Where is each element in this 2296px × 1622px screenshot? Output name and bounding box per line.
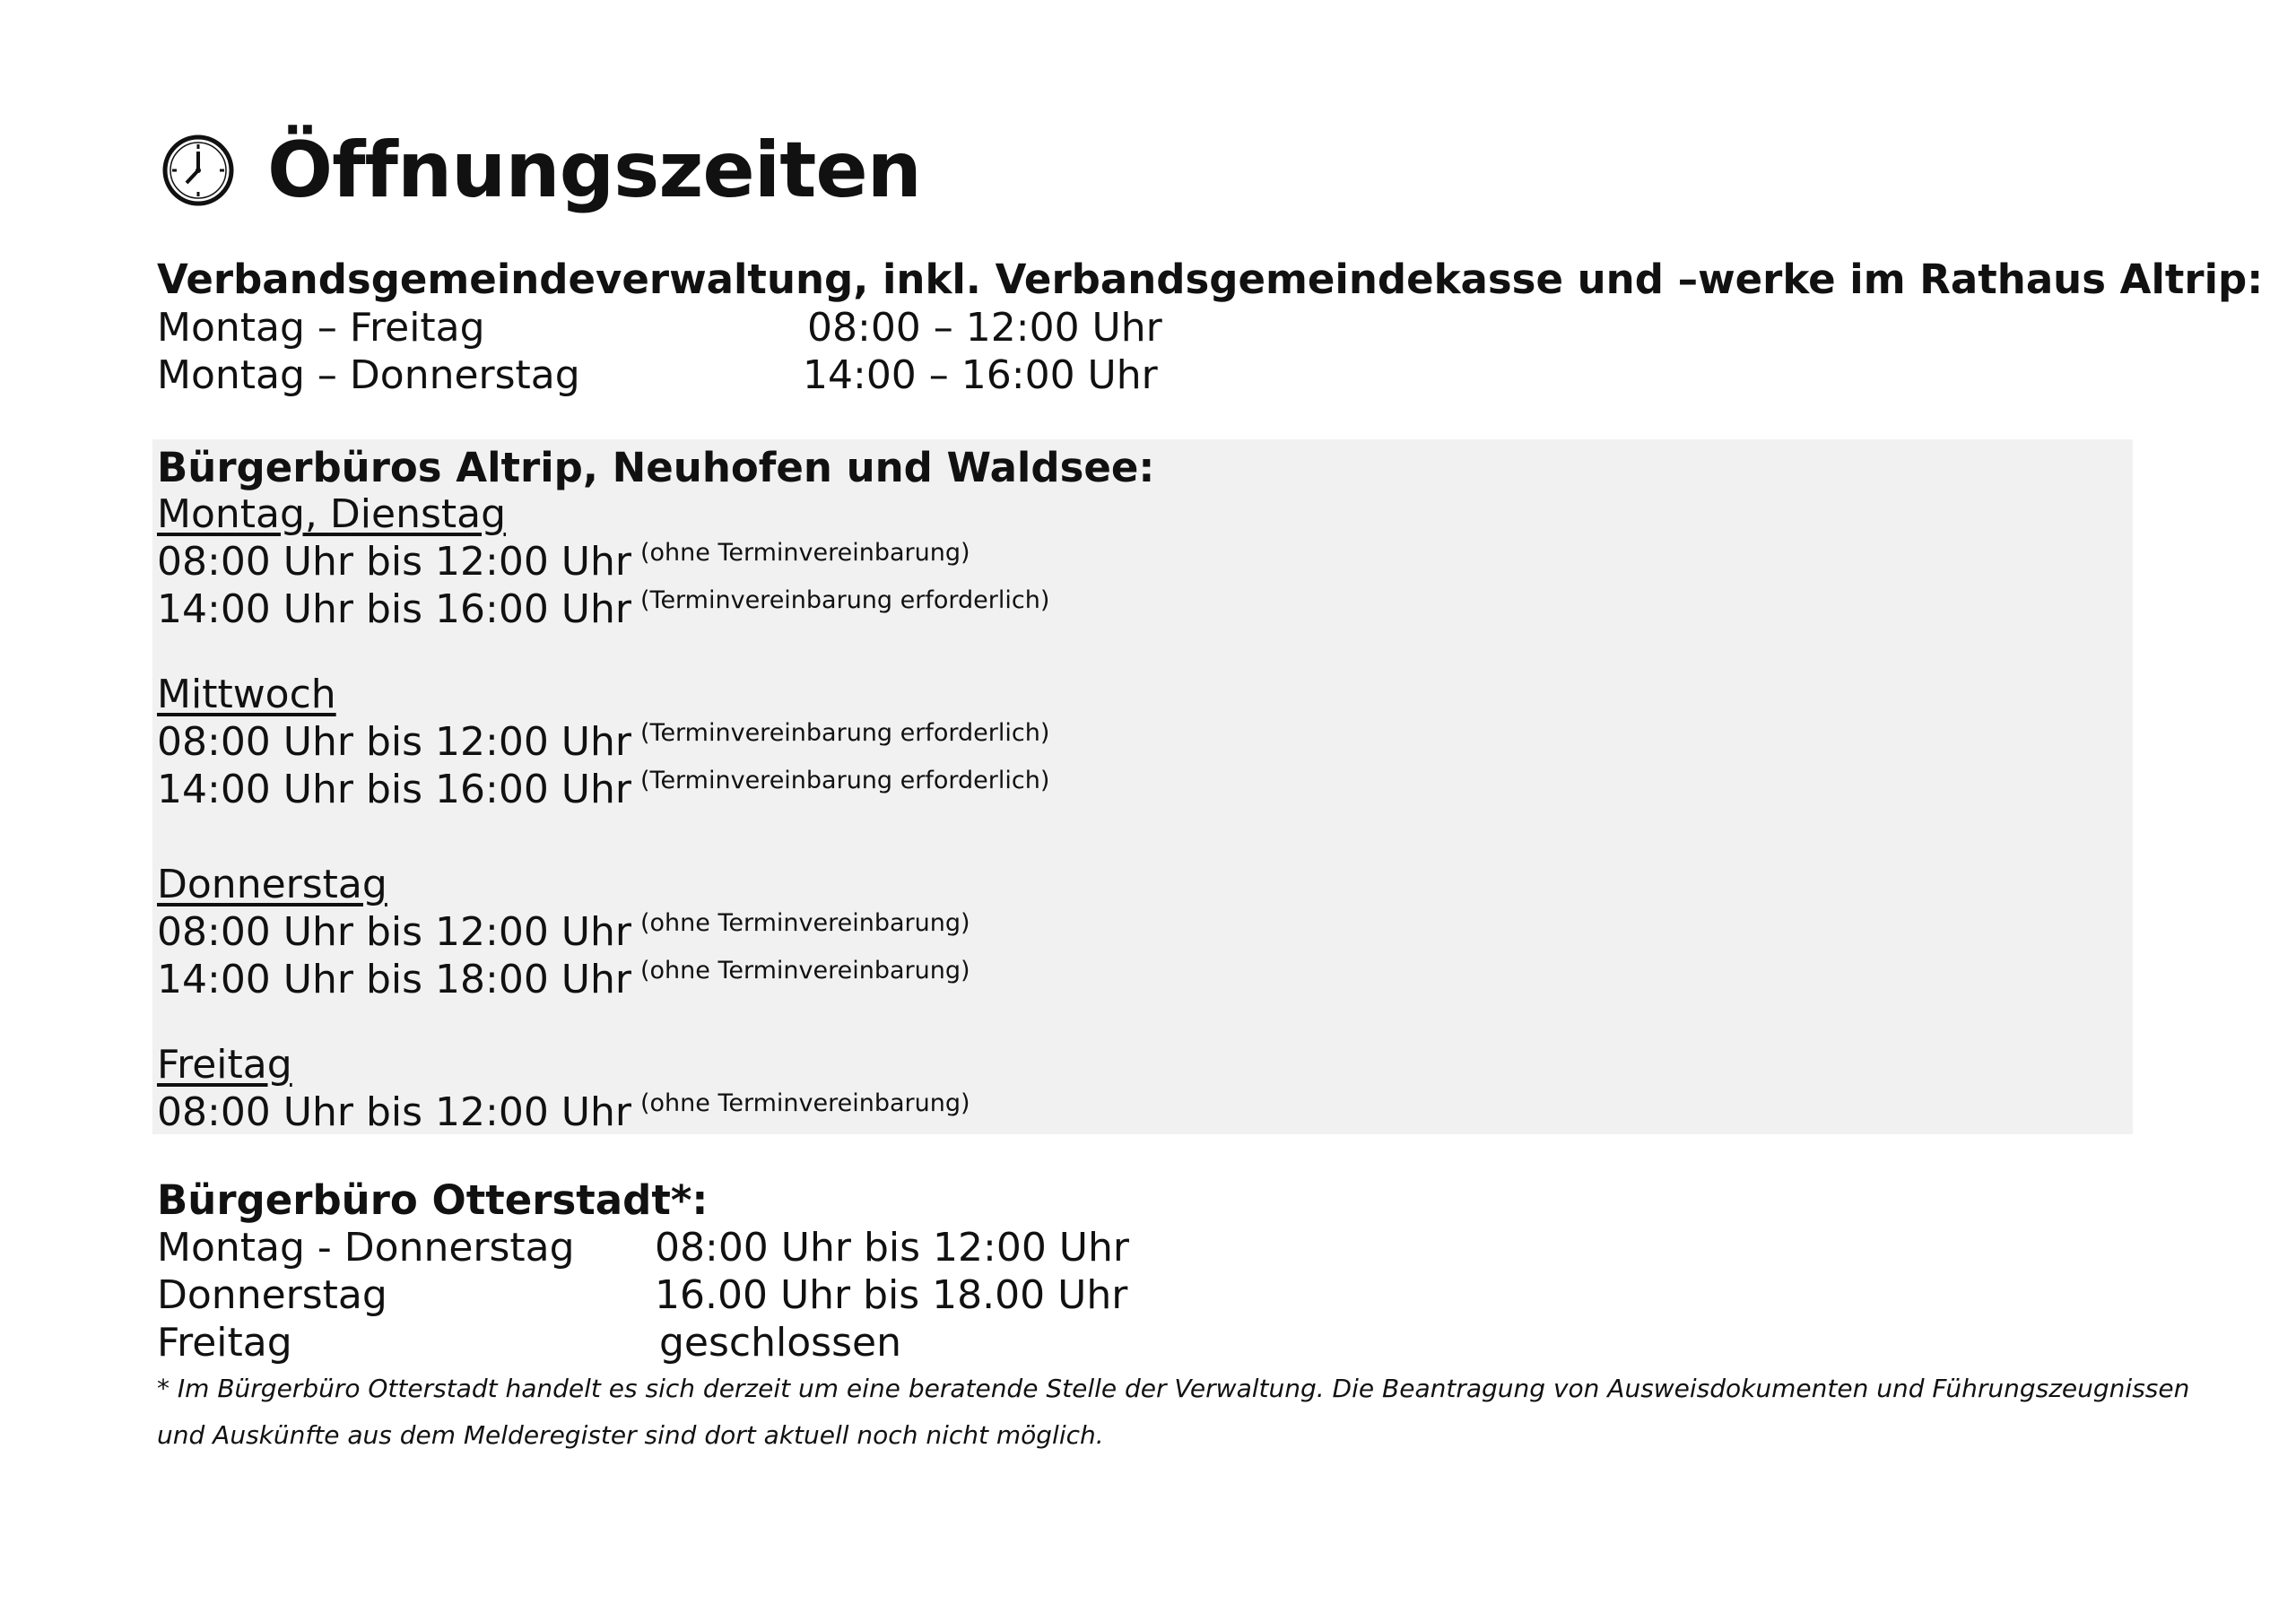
otterstadt-days: Montag - Donnerstag <box>157 1225 575 1271</box>
otterstadt-heading: Bürgerbüro Otterstadt*: <box>157 1176 709 1224</box>
buergerbueros-heading: Bürgerbüros Altrip, Neuhofen und Waldsee: <box>157 444 1155 491</box>
slot-time: 08:00 Uhr bis 12:00 Uhr <box>157 719 631 765</box>
otterstadt-time: 08:00 Uhr bis 12:00 Uhr <box>655 1225 1129 1271</box>
day-label: Donnerstag <box>157 862 387 907</box>
verwaltung-days: Montag – Freitag <box>157 305 485 351</box>
verwaltung-heading: Verbandsgemeindeverwaltung, inkl. Verbandsgemeindekasse und –werke im Rathaus Altrip: <box>157 256 2264 303</box>
verwaltung-row <box>157 305 1162 351</box>
otterstadt-time: geschlossen <box>659 1320 901 1366</box>
time-slot <box>157 1089 970 1135</box>
slot-note: (ohne Terminvereinbarung) <box>640 539 970 567</box>
time-slot <box>157 586 1049 632</box>
page-title: Öffnungszeiten <box>267 126 921 215</box>
slot-note: (ohne Terminvereinbarung) <box>640 1089 970 1117</box>
time-slot <box>157 539 970 585</box>
verwaltung-days: Montag – Donnerstag <box>157 352 580 398</box>
time-slot <box>157 957 970 1002</box>
otterstadt-days: Donnerstag <box>157 1272 387 1318</box>
slot-time: 08:00 Uhr bis 12:00 Uhr <box>157 909 631 955</box>
day-label: Mittwoch <box>157 672 336 717</box>
slot-note: (Terminvereinbarung erforderlich) <box>640 719 1050 747</box>
otterstadt-row <box>157 1272 1128 1318</box>
slot-note: (ohne Terminvereinbarung) <box>640 957 970 984</box>
clock-icon <box>161 134 235 207</box>
footnote: * Im Bürgerbüro Otterstadt handelt es sich derzeit um eine beratende Stelle der Verwaltung. Die Beantragung von Ausweisdokumenten und Führungszeugnissen <box>157 1374 2190 1403</box>
footnote: und Auskünfte aus dem Melderegister sind dort aktuell noch nicht möglich. <box>157 1420 1104 1450</box>
verwaltung-time: 14:00 – 16:00 Uhr <box>803 352 1158 398</box>
time-slot <box>157 909 970 955</box>
otterstadt-time: 16.00 Uhr bis 18.00 Uhr <box>655 1272 1128 1318</box>
otterstadt-days: Freitag <box>157 1320 292 1366</box>
verwaltung-time: 08:00 – 12:00 Uhr <box>807 305 1162 351</box>
time-slot <box>157 767 1049 812</box>
otterstadt-row <box>157 1320 901 1366</box>
slot-note: (Terminvereinbarung erforderlich) <box>640 767 1050 794</box>
title-row <box>161 121 921 220</box>
slot-time: 08:00 Uhr bis 12:00 Uhr <box>157 539 631 585</box>
time-slot <box>157 719 1049 765</box>
otterstadt-row <box>157 1225 1129 1271</box>
slot-time: 14:00 Uhr bis 16:00 Uhr <box>157 767 631 812</box>
slot-note: (Terminvereinbarung erforderlich) <box>640 586 1050 614</box>
day-label: Montag, Dienstag <box>157 491 507 537</box>
slot-note: (ohne Terminvereinbarung) <box>640 909 970 937</box>
slot-time: 08:00 Uhr bis 12:00 Uhr <box>157 1089 631 1135</box>
verwaltung-row <box>157 352 1158 398</box>
slot-time: 14:00 Uhr bis 16:00 Uhr <box>157 586 631 632</box>
day-label: Freitag <box>157 1042 292 1088</box>
slot-time: 14:00 Uhr bis 18:00 Uhr <box>157 957 631 1002</box>
